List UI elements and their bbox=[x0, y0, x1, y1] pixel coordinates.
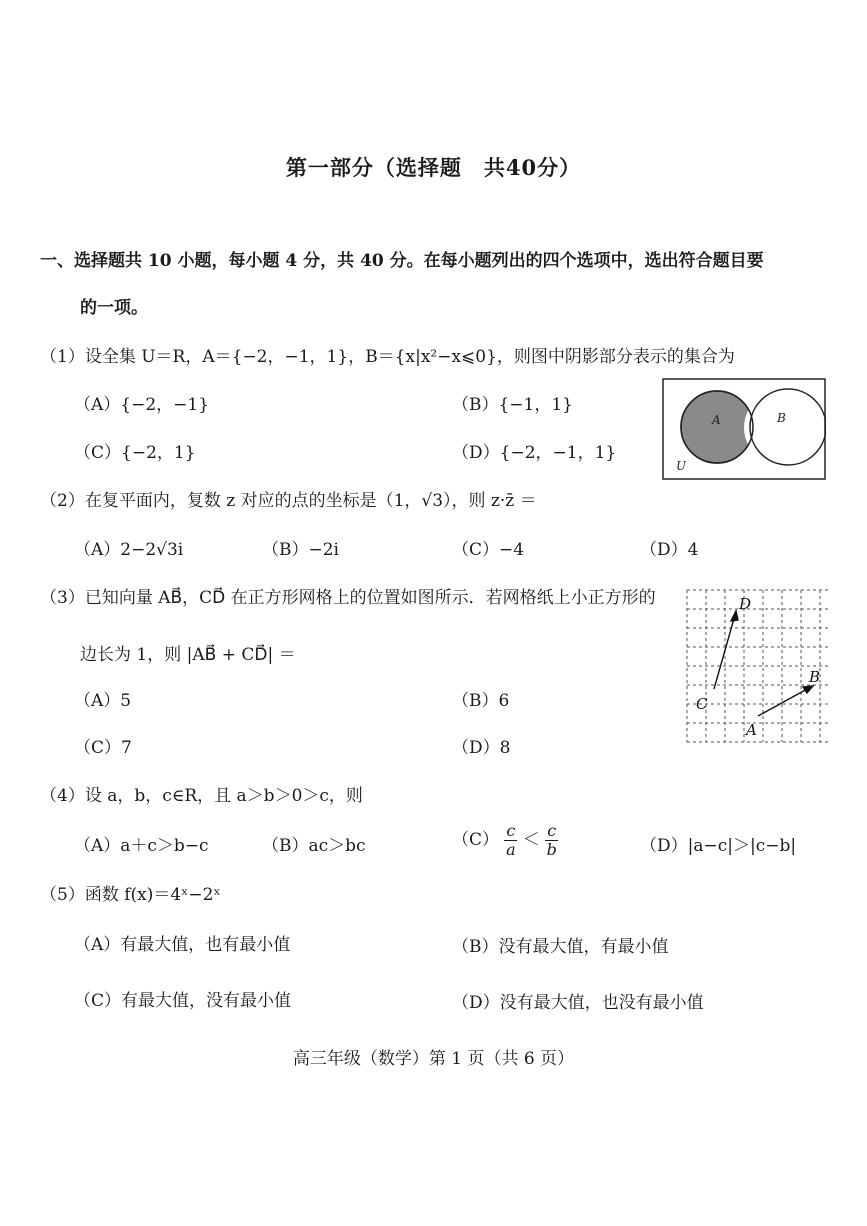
page-footer: 高三年级（数学）第 1 页（共 6 页） bbox=[292, 1049, 575, 1069]
part-title: 第一部分（选择题 共40分） bbox=[285, 155, 582, 180]
vector-ab-arrowhead bbox=[803, 686, 813, 693]
q3-option-b: （B）6 bbox=[452, 691, 510, 711]
q4-option-c bbox=[452, 822, 558, 859]
vector-grid-figure bbox=[683, 585, 831, 745]
section-instruction-line2: 的一项。 bbox=[80, 298, 148, 318]
q1-option-c: （C）{−2，1} bbox=[74, 443, 196, 463]
q5-stem: （5）函数 f(x)＝4ˣ−2ˣ bbox=[40, 885, 221, 905]
section-instruction-line1: 一、选择题共 10 小题，每小题 4 分，共 40 分。在每小题列出的四个选项中，选出符合题目要 bbox=[40, 251, 764, 271]
q4-option-c-lt: ＜ bbox=[522, 830, 540, 850]
venn-label-u: U bbox=[676, 459, 687, 473]
q4-option-d: （D）|a−c|＞|c−b| bbox=[640, 836, 797, 856]
q4-option-b: （B）ac＞bc bbox=[262, 836, 366, 856]
grid-label-b: B bbox=[809, 668, 821, 686]
q5-option-c: （C）有最大值，没有最小值 bbox=[74, 991, 292, 1011]
q5-option-a: （A）有最大值，也有最小值 bbox=[74, 935, 291, 955]
grid-label-c: C bbox=[696, 695, 708, 713]
q1-option-d: （D）{−2，−1，1} bbox=[452, 443, 617, 463]
venn-label-b: B bbox=[777, 411, 786, 425]
q3-option-a: （A）5 bbox=[74, 691, 132, 711]
q4-option-a: （A）a＋c＞b−c bbox=[74, 836, 209, 856]
q3-stem-line2: 边长为 1，则 |AB⃗ + CD⃗| ＝ bbox=[80, 645, 296, 665]
q4-c-denominator-1: a bbox=[506, 840, 516, 859]
grid-label-d: D bbox=[739, 595, 752, 613]
q3-option-c: （C）7 bbox=[74, 738, 132, 758]
q1-stem: （1）设全集 U＝R，A＝{−2，−1，1}，B＝{x|x²−x⩽0}，则图中阴影部分表示的集合为 bbox=[40, 347, 735, 367]
grid-label-a: A bbox=[746, 721, 757, 739]
q4-c-numerator-2: c bbox=[547, 821, 557, 840]
q4-option-c-fraction-2 bbox=[545, 822, 558, 859]
venn-diagram bbox=[662, 378, 826, 480]
q5-option-d: （D）没有最大值，也没有最小值 bbox=[452, 993, 704, 1013]
q4-option-c-fraction-1 bbox=[504, 822, 517, 859]
q1-option-b: （B）{−1，1} bbox=[452, 395, 574, 415]
q2-stem: （2）在复平面内，复数 z 对应的点的坐标是（1，√3），则 z·z̄ ＝ bbox=[40, 491, 537, 511]
q2-option-a: （A）2−2√3i bbox=[74, 540, 184, 560]
q2-option-d: （D）4 bbox=[640, 540, 699, 560]
q2-option-b: （B）−2i bbox=[262, 540, 339, 560]
grid-lines bbox=[687, 590, 828, 742]
q3-option-d: （D）8 bbox=[452, 738, 511, 758]
q4-c-numerator-1: c bbox=[506, 821, 516, 840]
q4-c-denominator-2: b bbox=[546, 840, 557, 859]
q2-option-c: （C）−4 bbox=[452, 540, 525, 560]
venn-label-a: A bbox=[712, 413, 721, 427]
q1-option-a: （A）{−2，−1} bbox=[74, 395, 210, 415]
q3-stem-line1: （3）已知向量 AB⃗，CD⃗ 在正方形网格上的位置如图所示．若网格纸上小正方形的 bbox=[40, 588, 656, 608]
vector-cd-arrowhead bbox=[731, 611, 738, 621]
q5-option-b: （B）没有最大值，有最小值 bbox=[452, 937, 669, 957]
q4-stem: （4）设 a，b，c∈R，且 a＞b＞0＞c，则 bbox=[40, 786, 363, 806]
q4-option-c-prefix: （C） bbox=[452, 830, 500, 850]
